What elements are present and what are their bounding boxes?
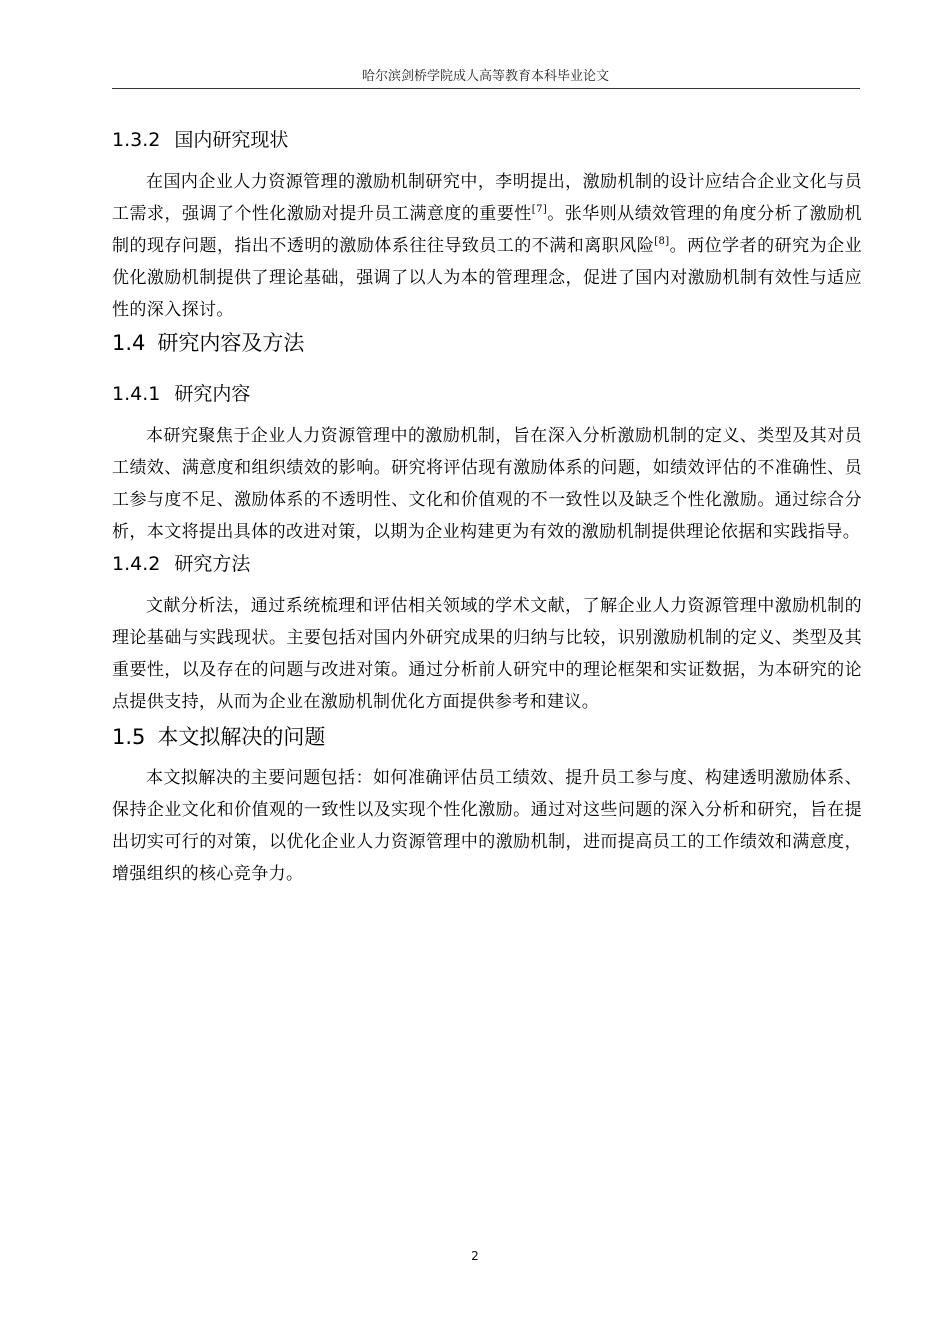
paragraph-domestic-research [112, 166, 862, 326]
paragraph-text: 。张华则从绩效管理的角度分析了激励机制的现存问题，指出不透明的激励体系往往导致员工的不满和离职风险 [112, 204, 862, 256]
paragraph-research-method: 文献分析法，通过系统梳理和评估相关领域的学术文献，了解企业人力资源管理中激励机制的理论基础与实践现状。主要包括对国内外研究成果的归纳与比较，识别激励机制的定义、类型及其重要性，以及存在的问题与改进对策。通过分析前人研究中的理论框架和实证数据，为本研究的论点提供支持，从而为企业在激励机制优化方面提供参考和建议。 [112, 596, 862, 712]
heading-1-4 [112, 330, 862, 356]
page-body [112, 118, 862, 890]
heading-number: 1.3.2 [112, 129, 161, 151]
paragraph-problems-to-solve: 本文拟解决的主要问题包括：如何准确评估员工绩效、提升员工参与度、构建透明激励体系、保持企业文化和价值观的一致性以及实现个性化激励。通过对这些问题的深入分析和研究，旨在提出切实可行的对策，以优化企业人力资源管理中的激励机制，进而提高员工的工作绩效和满意度，增强组织的核心竞争力。 [112, 768, 862, 884]
page-number: 2 [471, 1249, 479, 1263]
heading-title: 研究内容 [174, 383, 251, 405]
header-divider [112, 88, 860, 89]
paragraph-text: 在国内企业人力资源管理的激励机制研究中，李明提出，激励机制的设计应结合企业文化与员工需求，强调了个性化激励对提升员工满意度的重要性 [112, 172, 862, 224]
paragraph-research-content: 本研究聚焦于企业人力资源管理中的激励机制，旨在深入分析激励机制的定义、类型及其对员工绩效、满意度和组织绩效的影响。研究将评估现有激励体系的问题，如绩效评估的不准确性、员工参与度不足、激励体系的不透明性、文化和价值观的不一致性以及缺乏个性化激励。通过综合分析，本文将提出具体的改进对策，以期为企业构建更为有效的激励机制提供理论依据和实践指导。 [112, 426, 862, 542]
heading-title: 国内研究现状 [174, 129, 289, 151]
citation-7: [7] [531, 204, 548, 215]
heading-number: 1.4.2 [112, 553, 161, 575]
paragraph-text: 。两位学者的研究为企业优化激励机制提供了理论基础，强调了以人为本的管理理念，促进了国内对激励机制有效性与适应性的深入探讨。 [112, 236, 862, 320]
citation-8: [8] [654, 236, 670, 247]
heading-number: 1.4.1 [112, 383, 161, 405]
heading-title: 研究方法 [174, 553, 251, 575]
heading-number: 1.5 [112, 725, 146, 749]
heading-title: 本文拟解决的问题 [157, 725, 326, 749]
running-header: 哈尔滨剑桥学院成人高等教育本科毕业论文 [361, 69, 609, 84]
heading-number: 1.4 [112, 331, 146, 355]
heading-1-4-2 [112, 552, 862, 576]
heading-1-4-1 [112, 382, 862, 406]
heading-title: 研究内容及方法 [157, 331, 305, 355]
heading-1-3-2 [112, 128, 862, 152]
heading-1-5 [112, 724, 862, 750]
